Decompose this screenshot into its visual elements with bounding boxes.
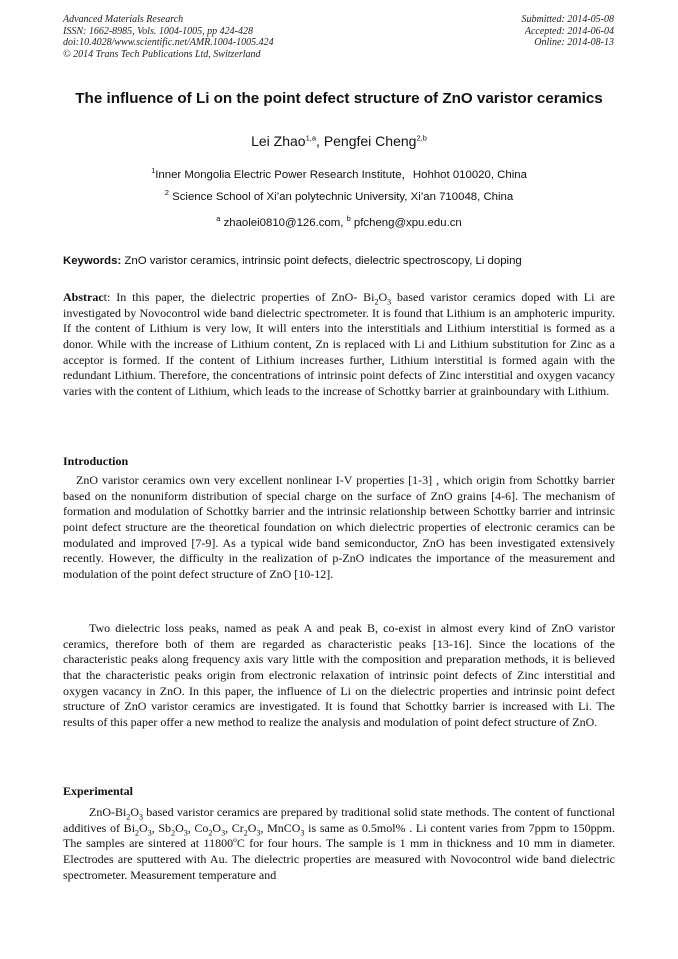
abstract-label: Abstrac xyxy=(63,290,104,304)
abstract xyxy=(63,290,615,400)
paper-title: The influence of Li on the point defect structure of ZnO varistor ceramics xyxy=(75,90,603,107)
exp-text: O xyxy=(139,820,148,835)
keywords xyxy=(63,255,615,267)
author-2-sup: 2,b xyxy=(416,133,427,143)
journal-header-right xyxy=(522,14,615,49)
exp-sub: 2 xyxy=(208,828,213,838)
exp-sub: 3 xyxy=(147,828,152,838)
introduction-heading: Introduction xyxy=(63,454,129,468)
exp-text: , Cr xyxy=(225,820,244,835)
introduction-paragraph-1: ZnO varistor ceramics own very excellent nonlinear I-V properties [1-3] , which origin from Schottky barrier based on the nonuniform distribution of special charge on the surface of ZnO grains [4-6]. The mechanism of formation and modulation of Schottky barrier and the intrinsic relationship between Schottky barrier and intrinsic point defect structure are the theoretical foundation on which dielectric properties of electronic ceramics can be modulated and improved [7-9]. As a typical wide band semiconductor, ZnO has been investigated extensively recently. However, the difficulty in the realization of p-ZnO indicates the importance of the measurement and modulation of the point defect structure of ZnO [10-12]. xyxy=(63,473,615,581)
author-separator: , xyxy=(316,133,324,149)
affiliation-1-sup: 1 xyxy=(151,166,156,176)
author-1-name: Lei Zhao xyxy=(251,133,306,149)
exp-text: ZnO-Bi xyxy=(89,805,127,819)
exp-sub: 3 xyxy=(300,828,305,838)
affiliation-1 xyxy=(0,166,678,182)
affiliation-2-text: Science School of Xi’an polytechnic University, Xi’an 710048, China xyxy=(168,191,514,203)
abstract-sub-1: 2 xyxy=(374,297,379,307)
email-b[interactable]: pfcheng@xpu.edu.cn xyxy=(350,217,462,229)
abstract-text-1: : In this paper, the dielectric properties of ZnO- Bi xyxy=(107,290,375,304)
introduction-paragraph-2: Two dielectric loss peaks, named as peak A and peak B, co-exist in almost every kind of ZnO varistor ceramics, therefore both of them are regarded as characteristic peaks [13-16]. Since the locations of the characteristic peaks along frequency axis vary little with the composition and preparation methods, it is believed that the characteristic peaks origin from electronic relaxation of intrinsic point defects of Zinc interstitial and oxygen vacancy in ZnO. In this paper, the influence of Li on the dielectric properties and intrinsic point defect structure of ZnO varistor ceramics are investigated. It is found that Schottky barrier is increased with Li. The results of this paper offer a new method to realize the analysis and modulation of point defect structure of ZnO. xyxy=(63,621,615,729)
exp-sub: 2 xyxy=(171,828,176,838)
affiliation-1-text: Inner Mongolia Electric Power Research Institute，Hohhot 010020, China xyxy=(155,169,527,181)
exp-sub: 3 xyxy=(183,828,188,838)
affiliation-2-sup: 2 xyxy=(164,188,169,198)
exp-text: C for four hours. The sample is 1 mm in thickness and 10 mm in diameter. Electrodes are sputtered with Au. The dielectric properties are measured with Novocontrol wide band dielectric spectrometer. Measurement temperature and xyxy=(63,836,615,882)
experimental-paragraph xyxy=(63,805,615,883)
author-2-name: Pengfei Cheng xyxy=(323,133,417,149)
exp-sub: 2 xyxy=(126,812,131,822)
degree-sup: o xyxy=(233,835,237,845)
author-1-sup: 1,a xyxy=(305,133,317,143)
experimental-heading: Experimental xyxy=(63,784,133,798)
exp-sub: 3 xyxy=(139,812,144,822)
exp-text: O xyxy=(130,805,140,819)
abstract-text-3: based varistor ceramics doped with Li are investigated by Novocontrol wide band dielectric spectrometer. It is found that Lithium is an amphoteric impurity. If the content of Lithium is very low, It will enters into the interstitials and Lithium interstitial is formed as a donor. While with the increase of Lithium content, Zn is replaced with Li and Lithium substitution for Zinc as a acceptor is formed. If the content of Lithium increases further, Lithium interstitial is formed again with the redundant Lithium. Therefore, the concentrations of intrinsic point defects of Zinc interstitial and oxygen vacancy varies with the content of Lithium, which leads to the increase of Schottky barrier at grainboundary with Lithium. xyxy=(63,290,615,398)
exp-text: , MnCO xyxy=(260,820,301,835)
email-b-sup: b xyxy=(346,214,351,224)
issn-line: ISSN: 1662-8985, Vols. 1004-1005, pp 424-428 xyxy=(63,25,253,37)
exp-text: O xyxy=(212,820,222,835)
email-a[interactable]: zhaolei0810@126.com, xyxy=(220,217,347,229)
exp-text: O xyxy=(175,820,184,835)
exp-text: is same as 0.5mol% . Li content varies from 7ppm to 150ppm. The samples are sintered at 11800 xyxy=(63,820,615,851)
journal-name: Advanced Materials Research xyxy=(63,14,184,25)
exp-text: based varistor ceramics are prepared by traditional solid state methods. The content of functional additives of Bi xyxy=(63,805,615,835)
online-date: Online: 2014-08-13 xyxy=(534,37,614,48)
keywords-label: Keywords: xyxy=(63,255,122,267)
abstract-sub-2: 3 xyxy=(387,297,392,307)
exp-text: O xyxy=(247,820,257,835)
exp-sub: 2 xyxy=(243,828,248,838)
exp-sub: 3 xyxy=(256,828,261,838)
email-a-sup: a xyxy=(216,214,221,224)
doi-line[interactable]: doi:10.4028/www.scientific.net/AMR.1004-1005.424 xyxy=(63,37,274,48)
exp-text: , Sb xyxy=(151,820,172,835)
affiliation-2 xyxy=(0,188,678,203)
copyright-line: © 2014 Trans Tech Publications Ltd, Switzerland xyxy=(63,48,261,60)
journal-header-left xyxy=(63,14,274,60)
keywords-text: ZnO varistor ceramics, intrinsic point defects, dielectric spectroscopy, Li doping xyxy=(121,255,522,267)
accepted-date: Accepted: 2014-06-04 xyxy=(524,25,614,37)
abstract-label-rest: t xyxy=(103,290,108,304)
exp-sub: 3 xyxy=(221,828,226,838)
exp-text: , Co xyxy=(187,820,209,835)
submitted-date: Submitted: 2014-05-08 xyxy=(521,14,614,25)
abstract-text-2: O xyxy=(378,290,388,304)
author-emails xyxy=(0,214,678,229)
author-line xyxy=(0,133,678,149)
exp-sub: 2 xyxy=(135,828,140,838)
